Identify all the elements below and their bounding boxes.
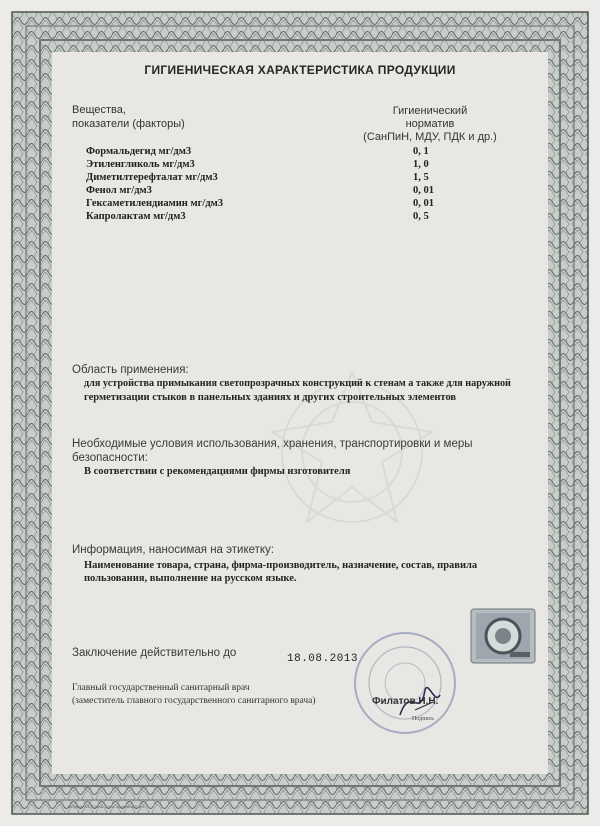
substance-norm: 0, 01 <box>413 198 434 209</box>
substance-norm: 0, 01 <box>413 185 434 196</box>
header-substances-line2: показатели (факторы) <box>72 118 185 130</box>
substance-norm: 0, 1 <box>413 146 429 157</box>
form-footnote: Формат А4. Бланк. Срок хранения 5 лет. <box>68 804 146 809</box>
validity-label: Заключение действительно до <box>72 647 237 659</box>
hologram-sticker-icon <box>470 608 536 664</box>
substance-name: Диметилтерефталат мг/дм3 <box>86 172 218 183</box>
substance-name: Этиленгликоль мг/дм3 <box>86 159 195 170</box>
application-text-line2: герметизации стыков в панельных зданиях и других строительных элементов <box>84 392 457 403</box>
label-info-label: Информация, наносимая на этикетку: <box>72 544 274 556</box>
signer-name: Филатов Н.Н. <box>372 696 439 707</box>
validity-date: 18.08.2013 <box>287 653 359 665</box>
header-norm-line2: норматив <box>405 118 455 130</box>
signer-title-line2: (заместитель главного государственного санитарного врача) <box>72 696 316 706</box>
conditions-text: В соответствии с рекомендациями фирмы изготовителя <box>84 466 351 477</box>
substance-name: Капролактам мг/дм3 <box>86 211 186 222</box>
substance-norm: 1, 0 <box>413 159 429 170</box>
application-text-line1: для устройства примыкания светопрозрачных конструкций к стенам а также для наружной <box>84 378 511 389</box>
conditions-label-line1: Необходимые условия использования, хранения, транспортировки и меры <box>72 438 473 450</box>
label-info-text-line2: пользования, выполнение на русском языке. <box>84 573 297 584</box>
substance-norm: 0, 5 <box>413 211 429 222</box>
header-norm-line3: (СанПиН, МДУ, ПДК и др.) <box>363 131 497 143</box>
document-title: ГИГИЕНИЧЕСКАЯ ХАРАКТЕРИСТИКА ПРОДУКЦИИ <box>144 63 456 77</box>
label-info-text-line1: Наименование товара, страна, фирма-производитель, назначение, состав, правила <box>84 560 478 571</box>
header-norm-line1: Гигиенический <box>392 105 468 117</box>
substance-name: Формальдегид мг/дм3 <box>86 146 192 157</box>
substance-name: Гексаметилендиамин мг/дм3 <box>86 198 224 209</box>
application-label: Область применения: <box>72 364 189 376</box>
substance-name: Фенол мг/дм3 <box>86 185 152 196</box>
signature-caption: Подпись <box>412 716 435 722</box>
header-substances-line1: Вещества, <box>72 104 126 116</box>
substance-norm: 1, 5 <box>413 172 429 183</box>
signer-title-line1: Главный государственный санитарный врач <box>72 683 250 693</box>
conditions-label-line2: безопасности: <box>72 452 148 464</box>
